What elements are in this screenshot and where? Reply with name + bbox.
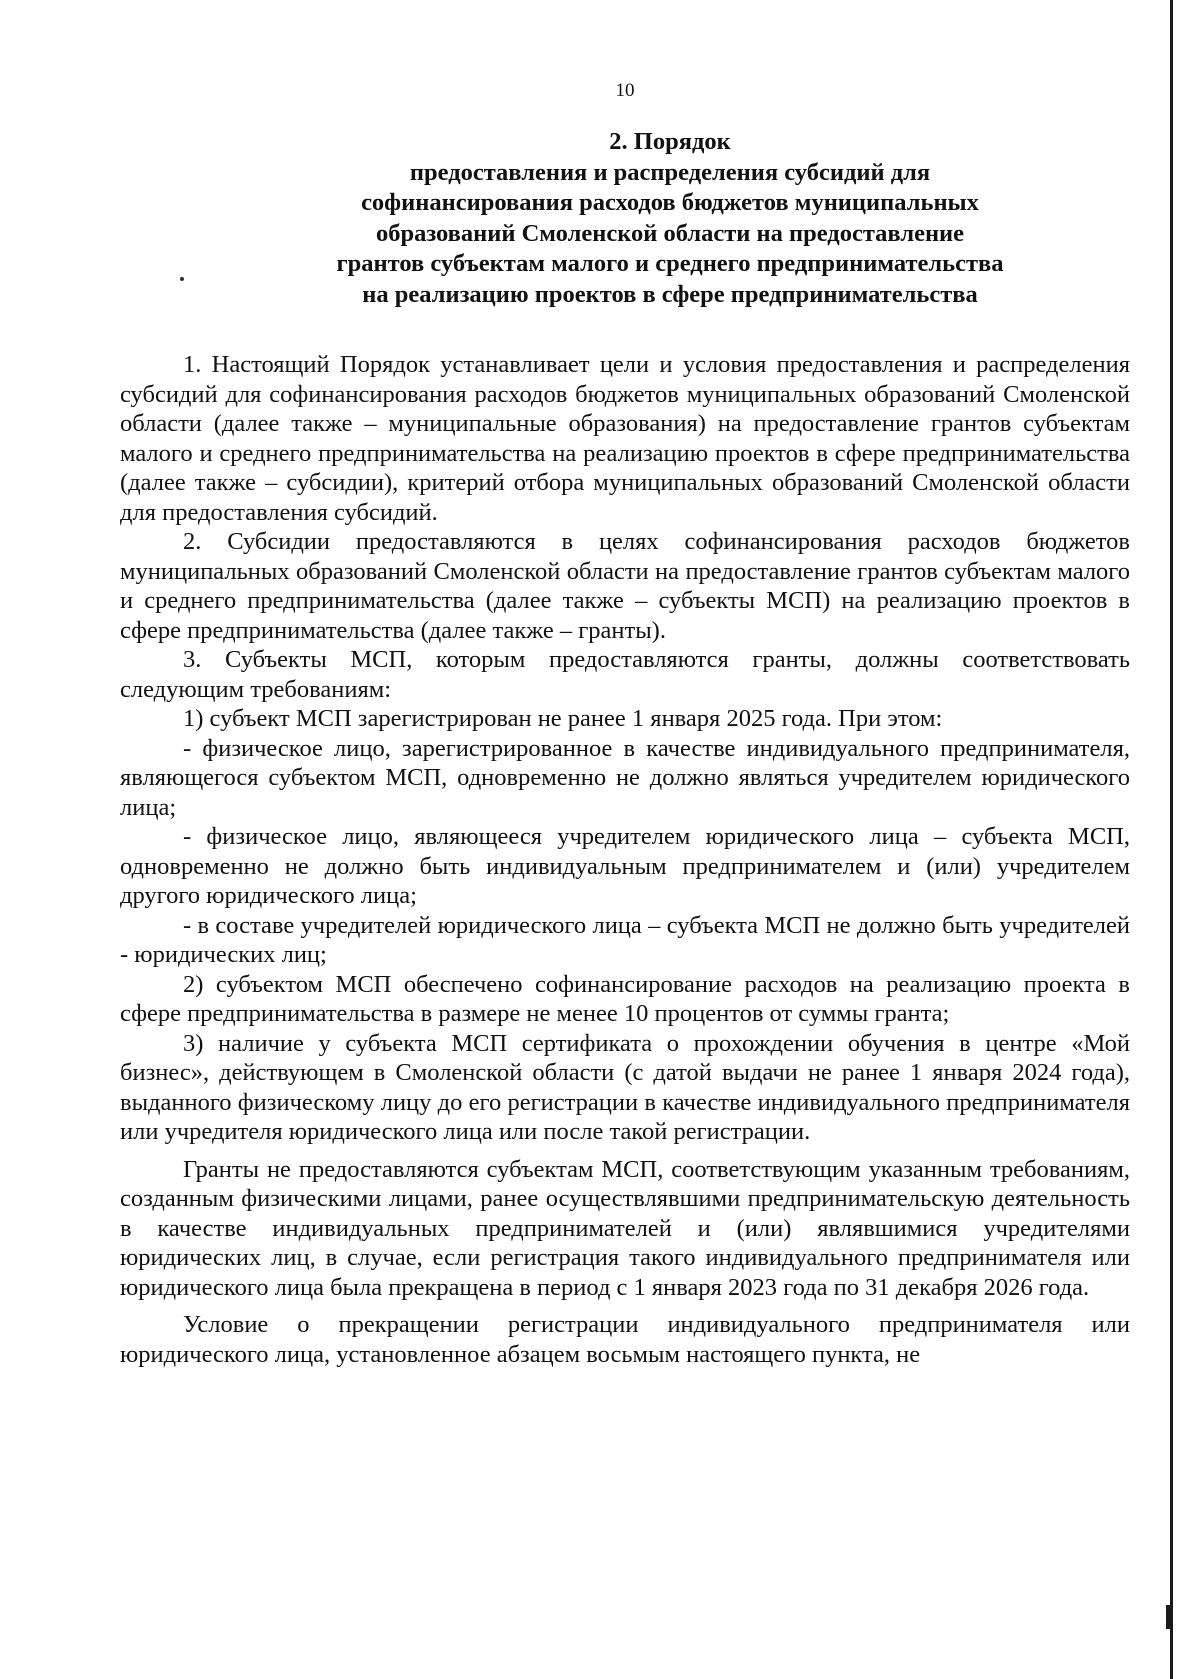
title-line: на реализацию проектов в сфере предпринимательства [362,280,978,308]
title-line: образований Смоленской области на предоставление [375,219,965,247]
paragraph-2: 2. Субсидии предоставляются в целях софинансирования расходов бюджетов муниципальных образований Смоленской области на предоставление грантов субъектам малого и среднего предпринимательства (далее также – субъекты МСП) на реализацию проектов в сфере предпринимательства (далее также – гранты). [120,528,1130,644]
page-number: 10 [615,80,635,101]
title-line: грантов субъектам малого и среднего предпринимательства [336,250,1004,277]
title-line: предоставления и распределения субсидий для [409,158,931,186]
section-title [170,127,1170,310]
grant-exclusion-paragraph: Гранты не предоставляются субъектам МСП, соответствующим указанным требованиям, созданным физическими лицами, ранее осуществлявшими предпринимательскую деятельность в качестве индивидуальных предпринимателей и (или) являвшимися учредителями юридических лиц, в случае, если регистрация такого индивидуального предпринимателя или юридического лица была прекращена в период с 1 января 2023 года по 31 декабря 2026 года. [120,1155,1130,1301]
scan-edge-line [1170,0,1173,1679]
paragraph-1: 1. Настоящий Порядок устанавливает цели и условия предоставления и распределения субсидий для софинансирования расходов бюджетов муниципальных образований Смоленской области (далее также – муниципальные образования) на предоставление грантов субъектам малого и среднего предпринимательства на реализацию проектов в сфере предпринимательства (далее также – субсидии), критерий отбора муниципальных образований Смоленской области для предоставления субсидий. [120,351,1130,526]
paragraph-3: 3. Субъекты МСП, которым предоставляются гранты, должны соответствовать следующим требованиям: [120,646,1130,703]
requirement-3: 3) наличие у субъекта МСП сертификата о прохождении обучения в центре «Мой бизнес», действующем в Смоленской области (с датой выдачи не ранее 1 января 2024 года), выданного физическому лицу до его регистрации в качестве индивидуального предпринимателя или учредителя юридического лица или после такой регистрации. [120,1029,1130,1145]
requirement-1-bullet-1: - физическое лицо, зарегистрированное в качестве индивидуального предпринимателя, являющегося субъектом МСП, одновременно не должно являться учредителем юридического лица; [120,734,1130,821]
requirement-1-bullet-2: - физическое лицо, являющееся учредителем юридического лица – субъекта МСП, одновременно не должно быть индивидуальным предпринимателем и (или) учредителем другого юридического лица; [120,823,1130,909]
scan-edge-mark [1166,1605,1172,1629]
title-line: 2. Порядок [609,128,731,155]
requirement-2: 2) субъектом МСП обеспечено софинансирование расходов на реализацию проекта в сфере предпринимательства в размере не менее 10 процентов от суммы гранта; [120,970,1130,1027]
document-body [120,350,1130,1369]
requirement-1: 1) субъект МСП зарегистрирован не ранее 1 января 2025 года. При этом: [183,705,943,732]
title-line: софинансирования расходов бюджетов муниципальных [361,189,979,216]
termination-condition-paragraph: Условие о прекращении регистрации индивидуального предпринимателя или юридического лица, установленное абзацем восьмым настоящего пункта, не [120,1311,1130,1368]
requirement-1-bullet-3: - в составе учредителей юридического лица – субъекта МСП не должно быть учредителей - юридических лиц; [120,911,1130,968]
